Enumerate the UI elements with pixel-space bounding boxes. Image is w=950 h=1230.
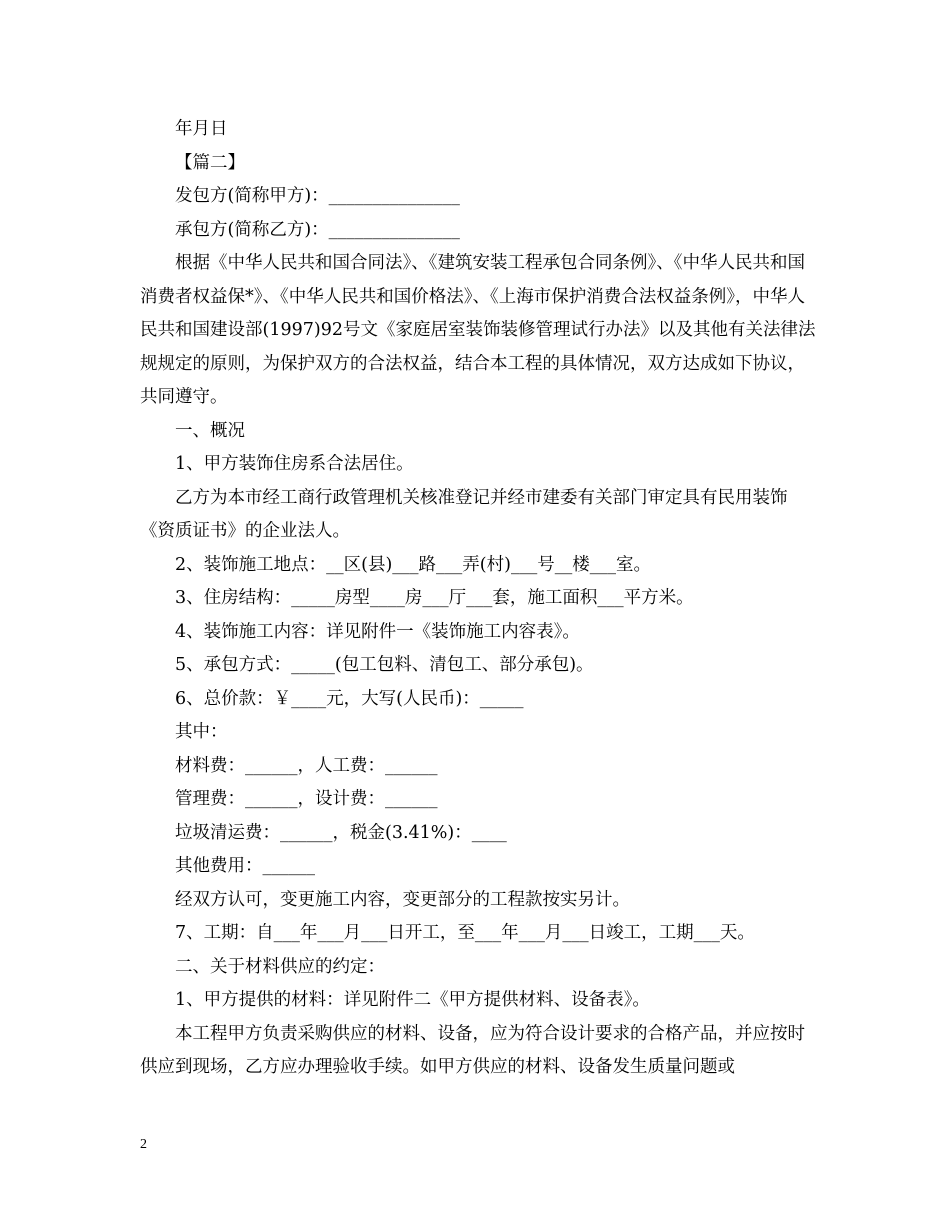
preamble-paragraph: 根据《中华人民共和国合同法》、《建筑安装工程承包合同条例》、《中华人民共和国消费者权益保*》、《中华人民共和国价格法》、《上海市保护消费合法权益条例》，中华人民共和国建设部(1997)92号文《家庭居室装饰装修管理试行办法》以及其他有关法律法规规定的原则，为保护双方的合法权益，结合本工程的具体情况，双方达成如下协议，共同遵守。: [140, 253, 816, 407]
section-heading: 【篇二】: [175, 152, 245, 173]
fee-line-management: 管理费：______，设计费：______: [175, 789, 438, 809]
document-body: [140, 113, 820, 1085]
including-line: 其中：: [175, 722, 228, 742]
party-b-line: 承包方(简称乙方)：_______________: [175, 219, 460, 240]
clause-3: 3、住房结构：_____房型____房___厅___套，施工面积___平方米。: [175, 588, 694, 608]
fee-line-materials: 材料费：______，人工费：______: [175, 755, 438, 776]
contractor-paragraph: 乙方为本市经工商行政管理机关核准登记并经市建委有关部门审定具有民用装饰《资质证书》的企业法人。: [140, 487, 788, 541]
clause-7: 7、工期：自___年___月___日开工，至___年___月___日竣工，工期___天。: [175, 923, 755, 943]
party-a-line: 发包方(简称甲方)：_______________: [175, 186, 460, 206]
clause-5: 5、承包方式：_____(包工包料、清包工、部分承包)。: [175, 655, 594, 675]
materials-clause-1: 1、甲方提供的材料：详见附件二《甲方提供材料、设备表》。: [175, 990, 650, 1010]
clause-4: 4、装饰施工内容：详见附件一《装饰施工内容表》。: [175, 621, 580, 642]
clause-1: 1、甲方装饰住房系合法居住。: [175, 454, 414, 474]
clause-6: 6、总价款：￥____元，大写(人民币)：_____: [175, 688, 524, 709]
clause-2: 2、装饰施工地点：__区(县)___路___弄(村)___号__楼___室。: [175, 554, 651, 575]
materials-heading: 二、关于材料供应的约定：: [175, 956, 385, 977]
fee-line-cleanup: 垃圾清运费：______，税金(3.41%)：____: [175, 822, 507, 843]
page-number: 2: [140, 1137, 147, 1152]
date-line: 年月日: [175, 119, 228, 139]
overview-heading: 一、概况: [175, 420, 245, 441]
fee-line-other: 其他费用：______: [175, 856, 315, 876]
materials-paragraph: 本工程甲方负责采购供应的材料、设备，应为符合设计要求的合格产品，并应按时供应到现场，乙方应办理验收手续。如甲方供应的材料、设备发生质量问题或: [140, 1023, 805, 1077]
change-note: 经双方认可，变更施工内容，变更部分的工程款按实另计。: [175, 889, 630, 910]
